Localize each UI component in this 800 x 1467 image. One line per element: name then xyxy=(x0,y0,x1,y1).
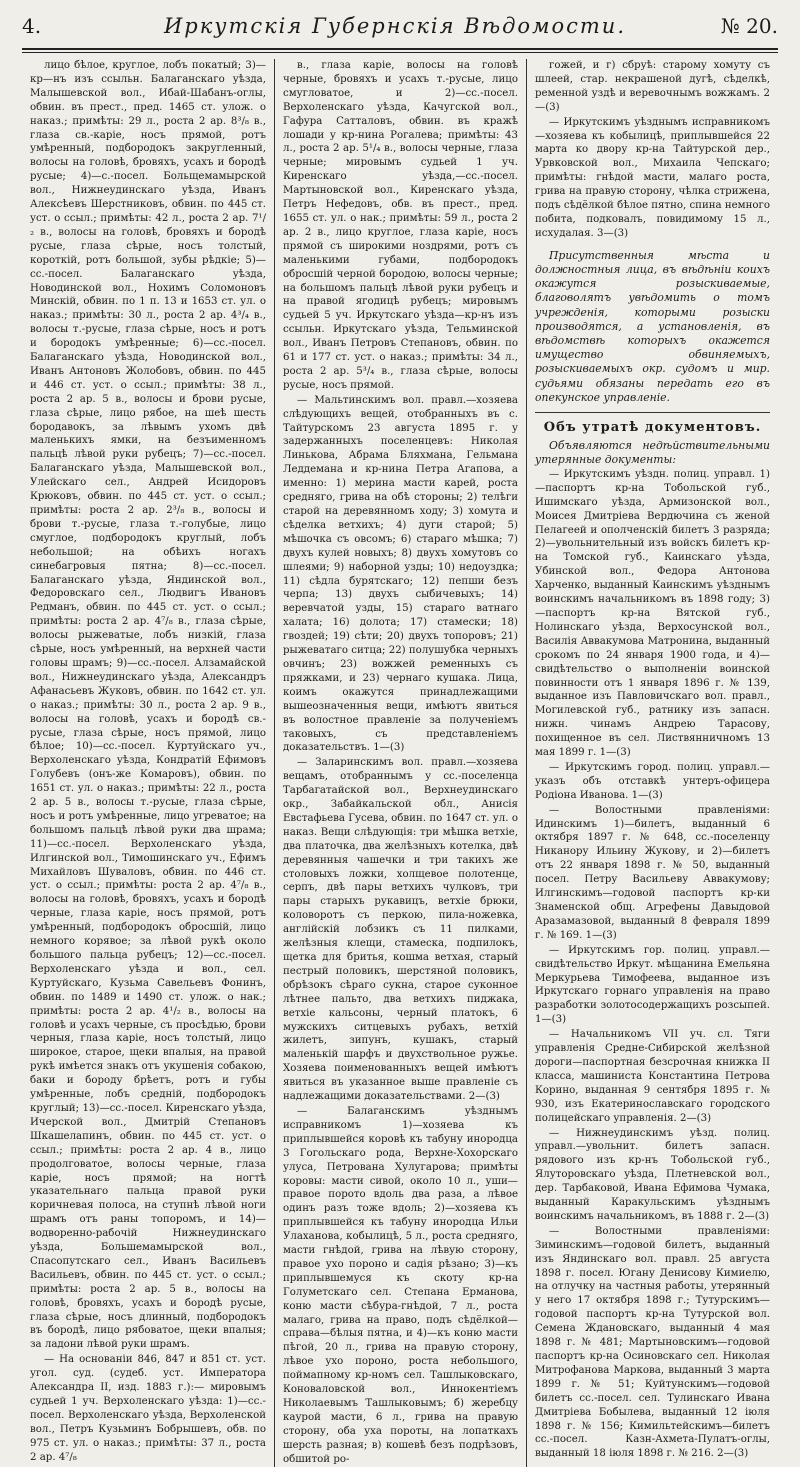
masthead xyxy=(22,14,778,50)
paragraph: — Иркутскимъ уѣзднымъ исправникомъ—хозяева къ кобылицѣ, приплывшейся 22 марта ко двору кр-на Тайтурской дер., Урвковской вол., Михаила Чепскаго; примѣты: гнѣдой масти, малаго роста, грива на правую сторону, чѣлка стрижена, подъ сѣдёлкой бѣлое пятно, спина немного побита, подковалъ, повидимому 15 л., исхудалая. 3—(3) xyxy=(535,116,770,239)
paragraph: лицо бѣлое, круглое, лобъ покатый; 3)—кр—нъ изъ ссыльн. Балаганскаго уѣзда, Малышевской вол., Ибай-Шабанъ-оглы, обвин. въ прест., пред. 1465 ст. улож. о наказ.; примѣты: 29 л., роста 2 ар. 8³/₈ в., глаза св.-каріе, носъ прямой, ротъ умѣренный, подбородокъ закругленный, волосы на головѣ, бровяхъ, усахъ и бородѣ русые; 4)—с.-посел. Больщемамырской вол., Нижнеудинскаго уѣзда, Иванъ Алексѣевъ Шерстниковъ, обвин. по 445 ст. уст. о ссыл.; примѣты: 42 л., роста 2 ар. 7¹/₂ в., волосы на головѣ, бровяхъ и бородѣ русые, глаза сѣрые, носъ толстый, короткій, ротъ большой, зубы рѣдкіе; 5)—сс.-посел. Балаганскаго уѣзда, Новодинской вол., Нохимъ Соломоновъ Минскій, обвин. по 1 п. 13 и 1653 ст. ул. о наказ.; примѣты: 30 л., роста 2 ар. 4³/₄ в., волосы т.-русые, глаза сѣрые, носъ и ротъ и бородокъ умѣренные; 6)—сс.-посел. Балаганскаго уѣзда, Новодинской вол., Иванъ Антоновъ Жолобовъ, обвин. по 445 и 446 ст. уст. о ссыл.; примѣты: 38 л., роста 2 ар. 5 в., волосы и брови русые, глаза сѣрые, лицо рябое, на шеѣ шесть бородавокъ, за лѣвымъ ухомъ двѣ маленькихъ ямки, на безъименномъ пальцѣ лѣвой руки рубецъ; 7)—сс.-посел. Балаганскаго уѣзда, Малышевской вол., Улейскаго сел., Андрей Исидоровъ Крюковъ, обвин. по 445 ст. уст. о ссыл.; примѣты: роста 2 ар. 2³/₈ в., волосы и брови т.-русые, глаза т.-голубые, лицо смуглое, подбородокъ круглый, лобъ небольшой; на обѣихъ ногахъ синебагровыя пятна; 8)—сс.-посел. Балаганскаго уѣзда, Яндинской вол., Федоровскаго сел., Людвигъ Ивановъ Редманъ, обвин. по 445 ст. уст. о ссыл.; примѣты: роста 2 ар. 4⁷/₈ в., глаза сѣрые, волосы рыжеватые, лобъ низкій, глаза сѣрые, носъ умѣренный, на верхней части головы шрамъ; 9)—сс.-посел. Алзамайской вол., Нижнеудинскаго уѣзда, Александръ Афанасьевъ Жуковъ, обвин. по 1642 ст. ул. о наказ.; примѣты: 30 л., роста 2 ар. 9 в., волосы на головѣ, усахъ и бородѣ св.-русые, глаза сѣрые, носъ прямой, лицо бѣлое; 10)—сс.-посел. Куртуйскаго уч., Верхоленскаго уѣзда, Кондратій Ефимовъ Голубевъ (онъ-же Комаровъ), обвин. по 1651 ст. ул. о наказ.; примѣты: 22 л., роста 2 ар. 5 в., волосы т.-русые, глаза сѣрые, носъ и ротъ умѣренные, лицо угреватое; на большомъ пальцѣ лѣвой руки два шрама; 11)—сс.-посел. Верхоленскаго уѣзда, Илгинской вол., Тимошинскаго уч., Ефимъ Михайловъ Шуваловъ, обвин. по 446 ст. уст. о ссыл.; примѣты: роста 2 ар. 4⁷/₈ в., волосы на головѣ, бровяхъ, усахъ и бородѣ черные, глаза каріе, носъ прямой, ротъ умѣренный, подбородокъ обросшій, лицо немного корявое; за лѣвой рукѣ около большого пальца рубецъ; 12)—сс.-посел. Верхоленскаго уѣзда и вол., сел. Куртуйскаго, Кузьма Савельевъ Фонинъ, обвин. по 1489 и 1490 ст. улож. о нак.; примѣты: роста 2 ар. 4¹/₂ в., волосы на головѣ и усахъ черные, съ просѣдью, брови черныя, глаза каріе, носъ толстый, лицо широкое, старое, щеки впалыя, на правой рукѣ имѣется знакъ отъ укушенія собакою, баки и бороду брѣетъ, ротъ и губы умѣренные, лобъ средній, подбородокъ круглый; 13)—сс.-посел. Киренскаго уѣзда, Ичерской вол., Дмитрій Степановъ Шкашелапинъ, обвин. по 445 ст. уст. о ссыл.; примѣты: роста 2 ар. 4 в., лицо продолговатое, волосы черные, глаза каріе, носъ прямой; на ногтѣ указательнаго пальца правой руки коричневая полоса, на ступнѣ лѣвой ноги шрамъ отъ раны топоромъ, и 14)—водворенно-рабочій Нижнеудинскаго уѣзда, Большемамырской вол., Спасопутскаго сел., Иванъ Васильевъ Васильевъ, обвин. по 445 ст. уст. о ссыл.; примѣты: роста 2 ар. 5 в., волосы на головѣ, бровяхъ, усахъ и бородѣ русые, глаза сѣрые, носъ длинный, подбородокъ въ бородѣ, лицо рябоватое, щеки впалыя; за ладони лѣвой руки шрамъ. xyxy=(30,60,266,1351)
text-columns xyxy=(22,59,778,1465)
column-1 xyxy=(22,59,274,1467)
paragraph: — Волостными правленіями: Идинскимъ 1)—билетъ, выданный 6 октября 1897 г. № 648, сс.-поселенцу Никанору Ильину Жукову, и 2)—билетъ отъ 22 января 1898 г. № 50, выданный посел. Петру Васильеву Аввакумову; Илгинскимъ—годовой паспортъ кр-ки Знаменской общ. Агрефены Давыдовой Аразамазовой, выданный 8 февраля 1899 г. № 169. 1—(3) xyxy=(535,804,770,941)
paragraph: — Иркутскимъ уѣздн. полиц. управл. 1)—паспортъ кр-на Тобольской губ., Ишимскаго уѣзда, Армизонской вол., Моисея Дмитріева Вердючина съ женой Пелагеей и ополченскій билетъ 3 разряда; 2)—увольнительный изъ войскъ билетъ кр-на Томской губ., Каинскаго уѣзда, Убинской вол., Федора Антонова Харченко, выданный Каинскимъ уѣзднымъ воинскимъ начальникомъ въ 1898 году; 3)—паспортъ кр-на Вятской губ., Нолинскаго уѣзда, Верхосунской вол., Василія Аввакумова Матронина, выданный срокомъ по 24 января 1900 года, и 4)—свидѣтельство о выполненіи воинской повинности отъ 1 января 1896 г. № 139, выданное изъ Павловичскаго вол. правл., Могилевской губ., ратнику изъ запасн. нижн. чинамъ Андрею Тарасову, похищенное въ сел. Листвянничномъ 13 мая 1899 г. 1—(3) xyxy=(535,468,770,759)
header-rule xyxy=(22,52,778,53)
paragraph: — Мальтинскимъ вол. правл.—хозяева слѣдующихъ вещей, отобранныхъ въ с. Тайтурскомъ 23 августа 1895 г. у задержанныхъ поселенцевъ: Николая Линькова, Абрама Бляхмана, Гельмана Леддемана и кр-нина Петра Агапова, а именно: 1) мерина масти карей, роста средняго, грива на обѣ стороны; 2) телѣги старой на деревянномъ ходу; 3) хомута и сѣделка ветхихъ; 4) дуги старой; 5) мѣшочка съ овсомъ; 6) стараго мѣшка; 7) двухъ кулей новыхъ; 8) двухъ хомутовъ со шлеями; 9) наборной узды; 10) недоуздка; 11) сѣдла бурятскаго; 12) пепши безъ черпа; 13) двухъ сыбичевыхъ; 14) веревчатой узды, 15) стараго ватнаго халата; 16) долота; 17) стамески; 18) гвоздей; 19) сѣти; 20) двухъ топоровъ; 21) рыжеватаго ситца; 22) полушубка черныхъ овчинъ; 23) вожжей ременныхъ съ пряжками, и 23) чернаго кушака. Лица, коимъ окажутся принадлежащими вышеозначенныя вещи, имѣютъ явиться въ волостное правленіе за полученіемъ таковыхъ, съ представленіемъ доказательствъ. 1—(3) xyxy=(283,394,518,754)
paragraph: — Волостными правленіями: Зиминскимъ—годовой билетъ, выданный изъ Яндинскаго вол. правл. 25 августа 1898 г. посел. Югану Денисову Кимиелю, на отлучку на частныя работы, утерянный у него 17 октября 1898 г.; Тутурскимъ—годовой паспортъ кр-на Тутурской вол. Семена Ждановскаго, выданный 4 мая 1898 г. № 481; Мартыновскимъ—годовой паспортъ кр-на Осиновскаго сел. Николая Митрофанова Маркова, выданный 3 марта 1899 г. № 51; Куйтунскимъ—годовой билетъ сс.-посел. сел. Тулинскаго Ивана Дмитріева Бобылева, выданный 12 іюля 1898 г. № 156; Кимильтейскимъ—билетъ сс.-посел. Казн-Ахмета-Пулатъ-оглы, выданный 18 іюля 1898 г. № 216. 2—(3) xyxy=(535,1225,770,1460)
paragraph: — Иркутскимъ город. полиц. управл.—указъ объ отставкѣ унтеръ-офицера Родіона Иванова. 1—(3) xyxy=(535,761,770,801)
section-divider xyxy=(535,412,770,413)
italic-notice: Присутственныя мѣста и должностныя лица, въ вѣдѣніи коихъ окажутся розыскиваемые, благоволятъ увѣдомить о томъ учрежденія, которыми розыски производятся, а установленія, въ вѣдомствѣ которыхъ окажется имущество обвиняемыхъ, розыскиваемыхъ окр. судомъ и мир. судьями обязаны передать его въ опекунское управленіе. xyxy=(535,248,770,404)
paragraph: — Нижнеудинскимъ уѣзд. полиц. управл.—увольнит. билетъ запасн. рядового изъ кр-нъ Тобольской губ., Ялуторовскаго уѣзда, Плетневской вол., дер. Тарбаковой, Ивана Ефимова Чумака, выданный Каракульскимъ уѣзднымъ воинскимъ начальникомъ, въ 1888 г. 2—(3) xyxy=(535,1127,770,1222)
paragraph: гожей, и г) сбруѣ: старому хомуту съ шлеей, стар. некрашеной дугѣ, сѣделкѣ, ременной уздѣ и веревочнымъ вожжамъ. 2—(3) xyxy=(535,60,770,113)
column-2 xyxy=(274,59,526,1467)
section-subtitle: Объявляются недѣйствительными утерянные документы: xyxy=(535,438,770,466)
paragraph: в., глаза каріе, волосы на головѣ черные, бровяхъ и усахъ т.-русые, лицо смугловатое, и 2)—сс.-посел. Верхоленскаго уѣзда, Качугской вол., Гафура Сатталовъ, обвин. въ кражѣ лошади у кр-нина Рогалева; примѣты: 43 л., роста 2 ар. 5¹/₄ в., волосы черные, глаза черные; мировымъ судьей 1 уч. Киренскаго уѣзда,—сс.-посел. Мартыновской вол., Киренскаго уѣзда, Петръ Нефедовъ, обв. въ прест., пред. 1655 ст. ул. о нак.; примѣты: 59 л., роста 2 ар. 2 в., лицо круглое, глаза каріе, носъ прямой съ широкими ноздрями, ротъ съ маленькими губами, подбородокъ обросшій черной бородою, волосы черные; на большомъ пальцѣ лѣвой руки рубецъ и на правой ягодицѣ рубецъ; мировымъ судьей 5 уч. Иркутскаго уѣзда—кр-нъ изъ ссыльн. Иркутскаго уѣзда, Тельминской вол., Иванъ Петровъ Степановъ, обвин. по 61 и 177 ст. уст. о наказ.; примѣты: 34 л., роста 2 ар. 5³/₄ в., глаза сѣрые, волосы русые, носъ прямой. xyxy=(283,60,518,391)
paragraph: — Заларинскимъ вол. правл.—хозяева вещамъ, отобраннымъ у сс.-поселенца Тарбагатайской вол., Верхнеудинскаго окр., Забайкальской обл., Анисія Евстафьева Гусева, обвин. по 1647 ст. ул. о наказ. Вещи слѣдующія: три мѣшка ветхіе, два платочка, два желѣзныхъ котелка, двѣ деревянныя чашечки и три такихъ же столовыхъ ложки, холщевое полотенце, серпъ, двѣ пары ветхихъ чулковъ, три пары старыхъ рукавицъ, ветхіе брюки, коловоротъ съ перкою, пила-ножевка, англійскій лобзикъ съ 11 пилками, желѣзныя клещи, стамеска, подпилокъ, щетка для бритья, кошма ветхая, старый пестрый половикъ, шерстяной половикъ, обрѣзокъ сѣраго сукна, старое суконное лѣтнее пальто, два ветхихъ пиджака, ветхіе кальсоны, черный платокъ, 6 мужскихъ ситцевыхъ рубахъ, ветхій жилетъ, зипунъ, кушакъ, старый маленькій шарфъ и двухствольное ружье. Хозяева поименованныхъ вещей имѣютъ явиться въ указанное выше правленіе съ надлежащими доказательствами. 2—(3) xyxy=(283,757,518,1103)
section-title: Объ утратѣ документовъ. xyxy=(543,420,762,436)
newspaper-title: Иркутскія Губернскія Вѣдомости. xyxy=(163,14,627,38)
paragraph: — Начальникомъ VII уч. сл. Тяги управленія Средне-Сибирской желѣзной дороги—паспортная безсрочная книжка II класса, машиниста Константина Петрова Корино, выданная 9 сентября 1895 г. № 930, изъ Екатеринославскаго городского полицейскаго управленія. 2—(3) xyxy=(535,1029,770,1124)
paragraph: — Иркутскимъ гор. полиц. управл.—свидѣтельство Иркут. мѣщанина Емельяна Меркурьева Тимофеева, выданное изъ Иркутскаго горнаго управленія на право разработки золотосодержащихъ розсыпей. 1—(3) xyxy=(535,944,770,1026)
column-3 xyxy=(526,59,778,1467)
issue-number: № 20. xyxy=(720,14,778,38)
page-number: 4. xyxy=(22,14,42,38)
paragraph: — На основаніи 846, 847 и 851 ст. уст. угол. суд. (судеб. уст. Императора Александра II, изд. 1883 г.):— мировымъ судьей 1 уч. Верхоленскаго уѣзда: 1)—сс.-посел. Верхоленскаго уѣзда, Верхоленской вол., Петръ Кузьминъ Бобрышевъ, обв. по 975 ст. ул. о наказ.; примѣты: 37 л., роста 2 ар. 4⁷/₈ xyxy=(30,1354,266,1463)
paragraph: — Балаганскимъ уѣзднымъ исправникомъ 1)—хозяева къ приплывшейся коровѣ къ табуну инородца 3 Гогольскаго рода, Верхне-Хохорскаго улуса, Петрована Хулугарова; примѣты коровы: масти сивой, около 10 л., уши—правое порото вдоль два раза, а лѣвое одинъ разъ тоже вдоль; 2)—хозяева къ приплывшейся къ табуну инородца Ильи Улаханова, кобылицѣ, 5 л., роста средняго, масти гнѣдой, грива на лѣвую сторону, правое ухо пороно и садія рѣзано; 3)—къ приплывшемуся къ скоту кр-на Голуметскаго сел. Степана Ерманова, коню масти сѣбура-гнѣдой, 7 л., роста малаго, грива на право, подъ сѣдёлкой—справа—бѣлыя пятна, и 4)—къ коню масти пѣгой, 20 л., грива на правую сторону, лѣвое ухо пороно, роста небольшого, поймапному кр-номъ сел. Ташлыковскаго, Коноваловской вол., Иннокентіемъ Николаевымъ Ташлыковымъ; б) жеребцу каурой масти, 6 л., грива на правую сторону, оба уха пороты, на лопаткахъ шерсть разная; в) кошевѣ безъ подрѣзовъ, обшитой ро- xyxy=(283,1105,518,1465)
